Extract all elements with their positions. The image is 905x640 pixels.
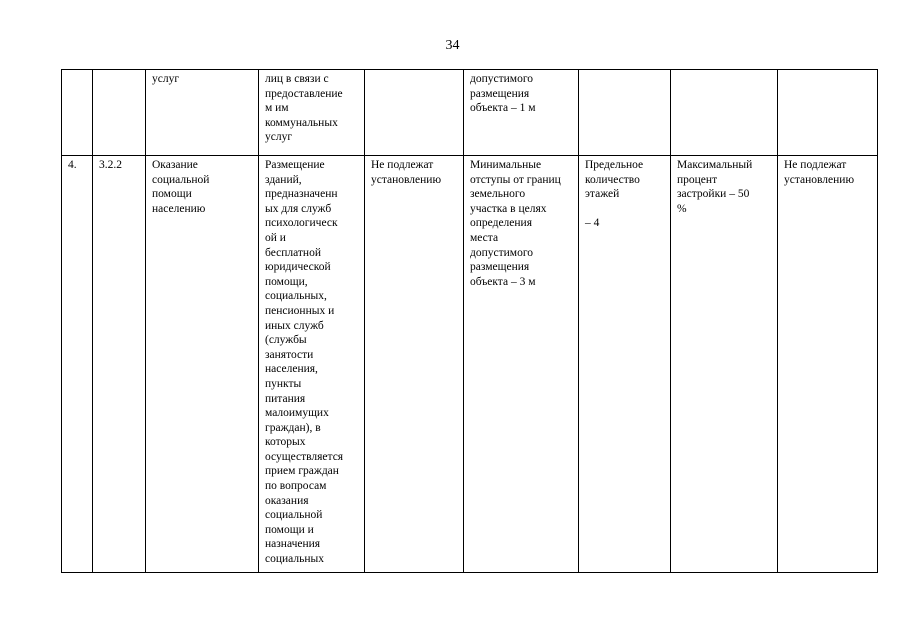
cell-setbacks: допустимого размещения объекта – 1 м: [464, 70, 579, 156]
cell-other: Не подлежат установлению: [778, 156, 878, 573]
cell-plot-size: Не подлежат установлению: [365, 156, 464, 573]
cell-floors: Предельное количество этажей – 4: [579, 156, 671, 573]
regulations-table: [61, 69, 878, 573]
cell-coverage: [671, 70, 778, 156]
cell-use-description: лиц в связи с предоставление м им коммунальных услуг: [259, 70, 365, 156]
page-number: 34: [445, 38, 460, 53]
cell-code: 3.2.2: [93, 156, 146, 573]
cell-number: [62, 70, 93, 156]
cell-use-name: Оказание социальной помощи населению: [146, 156, 259, 573]
cell-use-name: услуг: [146, 70, 259, 156]
cell-use-description: Размещение зданий, предназначенн ых для служб психологическ ой и бесплатной юридической помощи, социальных, пенсионных и иных служб (службы занятости населения, пункты питания малоимущих граждан), в которых осуществляется прием граждан по вопросам оказания социальной помощи и назначения социальных: [259, 156, 365, 573]
cell-plot-size: [365, 70, 464, 156]
cell-setbacks: Минимальные отступы от границ земельного участка в целях определения места допустимого размещения объекта – 3 м: [464, 156, 579, 573]
cell-floors: [579, 70, 671, 156]
cell-number: 4.: [62, 156, 93, 573]
cell-other: [778, 70, 878, 156]
cell-coverage: Максимальный процент застройки – 50 %: [671, 156, 778, 573]
cell-code: [93, 70, 146, 156]
table-row: [62, 156, 878, 573]
table-row: [62, 70, 878, 156]
